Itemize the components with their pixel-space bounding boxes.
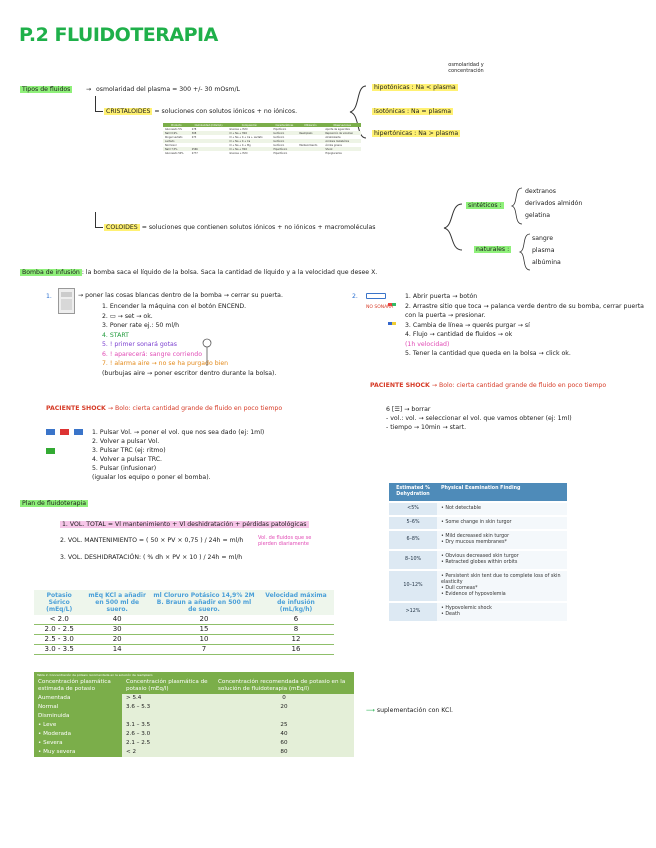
- dehydration-percent: <5%: [389, 502, 437, 516]
- mini-table-cell: Normosol: [165, 143, 177, 147]
- bomba-step: (burbujas aire → poner escritor dentro durante la bolsa).: [102, 369, 277, 377]
- sinteticos-item: derivados almidón: [525, 200, 583, 207]
- concentracion-label: Normal: [34, 703, 122, 712]
- bomba-num-1: 1.: [46, 293, 52, 300]
- mini-table-cell: Glucosa + H2O: [229, 151, 248, 155]
- concentracion-label: • Leve: [34, 721, 122, 730]
- bracket-line: [95, 212, 103, 228]
- concentracion-cell: 40: [214, 730, 354, 739]
- finding-item: • Retracted globes within orbits: [441, 560, 518, 565]
- table-row: [389, 530, 567, 550]
- concentracion-label: • Muy severa: [34, 748, 122, 757]
- mini-table-cell: Isotónico: [273, 135, 285, 139]
- hipertonicas-text: hipertónicas : Na > plasma: [374, 130, 459, 137]
- finding-item: • Hypovolemic shock: [441, 606, 492, 611]
- table-row: [34, 712, 354, 721]
- table-row: [34, 625, 334, 635]
- plan-heading: [20, 500, 88, 508]
- hipertonicas-row: [372, 130, 460, 138]
- dehydration-header: Physical Examination Finding: [437, 483, 567, 502]
- concentracion-cell: > 5.4: [122, 694, 214, 703]
- mini-table-cell: Hipertónico: [271, 147, 297, 151]
- dehydration-header: Estimated % Dehydration: [389, 483, 437, 502]
- table-row: [389, 602, 567, 622]
- paciente-shock-label: PACIENTE SHOCK: [46, 405, 106, 412]
- sinteticos-item: gelatina: [525, 212, 551, 219]
- bomba-step: 3. Poner rate ej.: 50 ml/h: [102, 322, 180, 329]
- shock-step: 3. Pulsar TRC (ej: ritmo): [92, 447, 166, 454]
- potasio-cell: 12: [258, 635, 334, 645]
- finding-item: • Dull corneas*: [441, 586, 478, 591]
- mini-table-cell: [297, 151, 323, 155]
- bomba-step: 7. ! alarma aire → no se ha purgado bien: [102, 360, 229, 367]
- bomba-desc: : la bomba saca el líquido de la bolsa. Saca la cantidad de líquido y a la velocidad que desee X.: [81, 269, 378, 276]
- cristaloides-row: [104, 108, 297, 116]
- concentracion-cell: [122, 712, 214, 721]
- concentracion-caption: Tabla 2. Concentración de potasio recomendada en la solución de reemplazo: [34, 672, 354, 678]
- table-row: [163, 151, 361, 155]
- potasio-cell: 40: [84, 615, 150, 625]
- pump-keypad-icon: [46, 420, 88, 427]
- bomba-step-2: 3. Cambia de línea → querés purgar → sí: [405, 321, 530, 329]
- concentracion-label: • Severa: [34, 739, 122, 748]
- mini-table-header: Características: [271, 123, 297, 127]
- finding-item: • Death: [441, 612, 460, 617]
- bomba-label: Bomba de infusión: [22, 269, 80, 276]
- no-sonara-text: NO SONARA: [366, 305, 394, 310]
- potasio-cell: 2.0 - 2.5: [34, 625, 84, 635]
- shock-step: 4. Volver a pulsar TRC.: [92, 456, 163, 463]
- mini-table-cell: NaCl 7,5%: [163, 147, 190, 151]
- plan-item-text: 1. VOL. TOTAL = Vl mantenimiento + Vl deshidratación + pérdidas patológicas: [62, 521, 307, 528]
- finding-item: • Not detectable: [441, 506, 481, 511]
- dehydration-finding: [437, 516, 567, 530]
- shock2-steps-list: [386, 405, 572, 432]
- concentracion-header: Concentración recomendada de potasio en la solución de fluidoterapia (mEq/l): [214, 678, 354, 694]
- osmolaridad-text: osmolaridad del plasma = 300 +/- 30 mOsm/L: [96, 86, 240, 93]
- potasio-header: Velocidad máxima de infusión (mL/kg/h): [258, 590, 334, 615]
- table-row: [34, 721, 354, 730]
- brace-icon: [518, 232, 532, 272]
- dehydration-percent: 10–12%: [389, 570, 437, 602]
- potasio-header: ml Cloruro Potásico 14,9% 2M B. Braun a añadir en 500 ml de suero.: [150, 590, 258, 615]
- concentracion-cell: < 2: [122, 748, 214, 757]
- dehydration-percent: >12%: [389, 602, 437, 622]
- mini-table-cell: Cl + Na + K + Mg: [229, 143, 251, 147]
- shock2-step: 6 [☰] → borrar: [386, 406, 431, 413]
- bomba-step: 1. Encender la máquina con el botón ENCEND.: [102, 303, 247, 310]
- dehydration-percent: 5–6%: [389, 516, 437, 530]
- dehydration-percent: 6–8%: [389, 530, 437, 550]
- potasio-header: mEq KCl a añadir en 500 ml de suero.: [84, 590, 150, 615]
- plan-note: Vol. de fluidos que se pierden diariamente: [258, 535, 312, 547]
- bomba-steps1-intro: → poner las cosas blancas dentro de la bomba → cerrar su puerta.: [78, 292, 283, 299]
- hipotonicas-text: hipotónicas : Na < plasma: [374, 84, 456, 91]
- drip-icon: [200, 338, 214, 368]
- bomba-step: 2. ▭ → set → ok.: [102, 312, 153, 320]
- concentracion-header: Concentración plasmática estimada de potasio: [34, 678, 122, 694]
- paciente-shock-row: [46, 405, 282, 413]
- coloides-def: = soluciones que contienen solutos iónicos + no iónicos + macromoléculas: [141, 224, 376, 231]
- mini-table-header: Osmolaridad (mOsm/L): [190, 123, 228, 127]
- hipotonicas-row: [372, 84, 458, 92]
- plan-item: 3. VOL. DESHIDRATACIÓN: ( % dh × PV × 10 ) / 24h = ml/h: [60, 554, 243, 561]
- coloides-label: COLOIDES: [106, 224, 138, 231]
- mini-table-cell: Isotónico: [273, 143, 285, 147]
- potasio-cell: 30: [84, 625, 150, 635]
- table-row: [389, 516, 567, 530]
- potasio-cell: 20: [150, 615, 258, 625]
- bomba-step-2: 4. Flujo → cantidad de fluidos → ok: [405, 331, 513, 338]
- shock2-step: - vol.: vol. → seleccionar el vol. que vamos obtener (ej: 1ml): [386, 415, 572, 422]
- mini-table-cell: 308: [190, 131, 228, 135]
- finding-item: • Obvious decreased skin turgor: [441, 554, 519, 559]
- page-title: P.2 FLUIDOTERAPIA: [19, 24, 218, 46]
- coloides-row: [104, 224, 376, 232]
- paciente-shock-desc-2: → Bolo: cierta cantidad grande de fluido en poco tiempo: [431, 382, 607, 389]
- potasio-table: [34, 590, 334, 655]
- finding-item: • Some change in skin turgor: [441, 520, 512, 525]
- bomba-step-2: 1. Abrir puerta → botón: [405, 293, 478, 300]
- concentracion-cell: [214, 712, 354, 721]
- mini-table-cell: 278: [191, 127, 197, 131]
- dehydration-percent: 8–10%: [389, 550, 437, 570]
- concentracion-cell: 3.1 – 3.5: [122, 721, 214, 730]
- tipos-label: Tipos de fluidos: [22, 86, 71, 93]
- tonicidad-note: osmolaridad y concentración: [448, 62, 484, 74]
- naturales-text: naturales :: [476, 246, 510, 253]
- bomba-step: 4. START: [102, 331, 129, 339]
- brace-icon: [440, 192, 466, 260]
- potasio-cell: 16: [258, 645, 334, 655]
- mini-table-cell: 273: [191, 135, 197, 139]
- naturales-item: plasma: [532, 247, 555, 254]
- bomba-steps2-list: [405, 292, 645, 359]
- finding-item: • Evidence of hypovolemia: [441, 592, 506, 597]
- potasio-cell: 8: [258, 625, 334, 635]
- brace-icon: [510, 186, 524, 226]
- sinteticos-text: sintéticos :: [468, 202, 502, 209]
- table-row: [34, 615, 334, 625]
- dehydration-finding: [437, 550, 567, 570]
- mini-table-cell: Hipoglucemia: [325, 151, 342, 155]
- buttons-icon: [388, 291, 398, 299]
- suplementacion-row: ⟶ suplementación con KCl.: [366, 707, 454, 714]
- bomba-steps1-intro-text: poner las cosas blancas dentro de la bomba → cerrar su puerta.: [85, 292, 283, 299]
- mini-table-header: Composición: [227, 123, 271, 127]
- mini-table-cell: 2777: [191, 151, 198, 155]
- mini-table-header: Utilización: [297, 123, 323, 127]
- mini-table-cell: Lactado: [163, 139, 190, 143]
- potasio-cell: 7: [150, 645, 258, 655]
- concentracion-header: Concentración plasmática de potasio (mEq/l): [122, 678, 214, 694]
- mini-table-cell: Ringer Lactato: [165, 135, 183, 139]
- dehydration-finding: [437, 570, 567, 602]
- mini-table-cell: Isotónico: [271, 139, 297, 143]
- mini-table-cell: Glucosado 5%: [165, 127, 183, 131]
- plan-item: 2. VOL. MANTENIMIENTO = ( 50 × PV × 0,75 ) / 24h = ml/h: [60, 537, 244, 544]
- shock-step: 2. Volver a pulsar Vol.: [92, 438, 160, 445]
- mini-table-cell: Hipertónico: [273, 151, 288, 155]
- mini-table-cell: Isotónico: [271, 131, 297, 135]
- concentracion-label: Disminuida: [34, 712, 122, 721]
- mini-table-cell: Cl + Na + H2O: [227, 131, 271, 135]
- concentracion-table: [34, 678, 354, 757]
- shock2-step: - tiempo → 10min → start.: [386, 424, 467, 431]
- table-row: [34, 694, 354, 703]
- table-row: [163, 135, 361, 139]
- bomba-step: 6. ! aparecerá: sangre corriendo: [102, 350, 203, 358]
- potasio-cell: 10: [150, 635, 258, 645]
- mini-table-cell: Cl + Na + K + Ca + Lactato: [229, 135, 263, 139]
- mini-table-cell: Glucosado 50%: [165, 151, 184, 155]
- mini-table-cell: Cl + Na + K + Ca: [227, 139, 271, 143]
- potasio-cell: 2.5 - 3.0: [34, 635, 84, 645]
- plan-label: Plan de fluidoterapia: [22, 500, 87, 507]
- dehydration-finding: [437, 502, 567, 516]
- suplementacion-text: suplementación con KCl.: [376, 707, 454, 714]
- potasio-cell: 14: [84, 645, 150, 655]
- mini-table-cell: NaCl 0,9%: [163, 131, 190, 135]
- tipos-heading: [20, 86, 72, 94]
- arrow-icon: →: [86, 86, 92, 93]
- mini-table-cell: Mantenimiento: [299, 143, 318, 147]
- mini-table-cell: Cl + Na + H2O: [227, 147, 271, 151]
- potasio-cell: < 2.0: [34, 615, 84, 625]
- table-row: [34, 748, 354, 757]
- mini-table-cell: Reposición de volumen: [323, 131, 361, 135]
- mini-table-cell: Ácidos grasos: [325, 143, 342, 147]
- bomba-steps1-list: [102, 302, 276, 378]
- table-row: [34, 730, 354, 739]
- paciente-shock-2-row: [370, 382, 606, 390]
- concentracion-cell: 80: [214, 748, 354, 757]
- naturales-item: sangre: [532, 235, 554, 242]
- potasio-header: Potasio Sérico (mEq/L): [34, 590, 84, 615]
- bomba-heading: [20, 269, 377, 277]
- table-row: [389, 570, 567, 602]
- bomba-step-2: 2. Arrastre sitio que toca → palanca verde dentro de su bomba, cerrar puerta con la puerta → presionar.: [405, 302, 644, 319]
- shock-steps-list: [92, 428, 264, 482]
- isotonicas-row: [372, 108, 453, 116]
- table-row: [34, 739, 354, 748]
- concentracion-cell: 2.6 – 3.0: [122, 730, 214, 739]
- isotonicas-text: isotónicas : Na = plasma: [374, 108, 452, 115]
- potasio-cell: 3.0 - 3.5: [34, 645, 84, 655]
- sinteticos-item: dextranos: [525, 188, 556, 195]
- dehydration-finding: [437, 530, 567, 550]
- mini-table-cell: Reemplazo: [297, 131, 323, 135]
- infusion-pump-icon: [58, 288, 75, 314]
- concentracion-cell: 20: [214, 703, 354, 712]
- naturales-label: [474, 246, 511, 254]
- plan-item: [60, 521, 309, 529]
- concentracion-cell: 0: [214, 694, 354, 703]
- concentracion-label: • Moderada: [34, 730, 122, 739]
- dehydration-table: [389, 483, 567, 623]
- dehydration-finding: [437, 602, 567, 622]
- paciente-shock-label-2: PACIENTE SHOCK: [370, 382, 430, 389]
- mini-table-cell: Glucosa + H2O: [229, 127, 248, 131]
- mini-table-cell: Alcalinizante: [325, 135, 341, 139]
- cristaloides-label: CRISTALOIDES: [106, 108, 151, 115]
- potasio-cell: 20: [84, 635, 150, 645]
- table-row: [34, 703, 354, 712]
- shock-step: 1. Pulsar Vol. → poner el vol. que nos sea dado (ej: 1ml): [92, 429, 265, 436]
- paciente-shock-desc: → Bolo: cierta cantidad grande de fluido en poco tiempo: [107, 405, 283, 412]
- syringe-pump-icon: [366, 293, 386, 299]
- cristaloides-table: [163, 123, 361, 155]
- sinteticos-label: [466, 202, 504, 210]
- bomba-step-2: 5. Tener la cantidad que queda en la bolsa → click ok.: [405, 350, 571, 357]
- finding-item: • Dry mucous membranes*: [441, 540, 507, 545]
- concentracion-cell: 3.6 – 5.3: [122, 703, 214, 712]
- bomba-num-2: 2.: [352, 293, 358, 300]
- shock-step: (igualar los equipo o poner el bomba).: [92, 474, 211, 481]
- table-row: [389, 550, 567, 570]
- cristaloides-def: = soluciones con solutos iónicos + no iónicos.: [154, 108, 298, 115]
- mini-table-header: Producto: [163, 123, 190, 127]
- concentracion-cell: 60: [214, 739, 354, 748]
- potasio-cell: 6: [258, 615, 334, 625]
- mini-table-cell: Shock: [323, 147, 361, 151]
- table-row: [34, 645, 334, 655]
- table-row: [34, 635, 334, 645]
- concentracion-cell: 25: [214, 721, 354, 730]
- potasio-cell: 15: [150, 625, 258, 635]
- concentracion-label: Aumentada: [34, 694, 122, 703]
- finding-item: • Mild decreased skin turgor: [441, 534, 510, 539]
- mini-table-cell: Aporte de agua libre: [325, 127, 350, 131]
- naturales-item: albúmina: [532, 259, 561, 266]
- table-row: [389, 502, 567, 516]
- bomba-step-2: (1h velocidad): [405, 340, 450, 348]
- mini-table-header: Observaciones: [323, 123, 361, 127]
- mini-table-cell: Hipotónico: [273, 127, 287, 131]
- mini-table-cell: Acidosis metabólica: [323, 139, 361, 143]
- shock-step: 5. Pulsar (infusionar): [92, 465, 157, 472]
- concentracion-cell: 2.1 – 2.5: [122, 739, 214, 748]
- mini-table-cell: 2566: [190, 147, 228, 151]
- bomba-step: 5. ! primer sonará gotas: [102, 341, 178, 348]
- finding-item: • Persistent skin tent due to complete loss of skin elasticity: [441, 574, 561, 585]
- bracket-line: [95, 96, 103, 112]
